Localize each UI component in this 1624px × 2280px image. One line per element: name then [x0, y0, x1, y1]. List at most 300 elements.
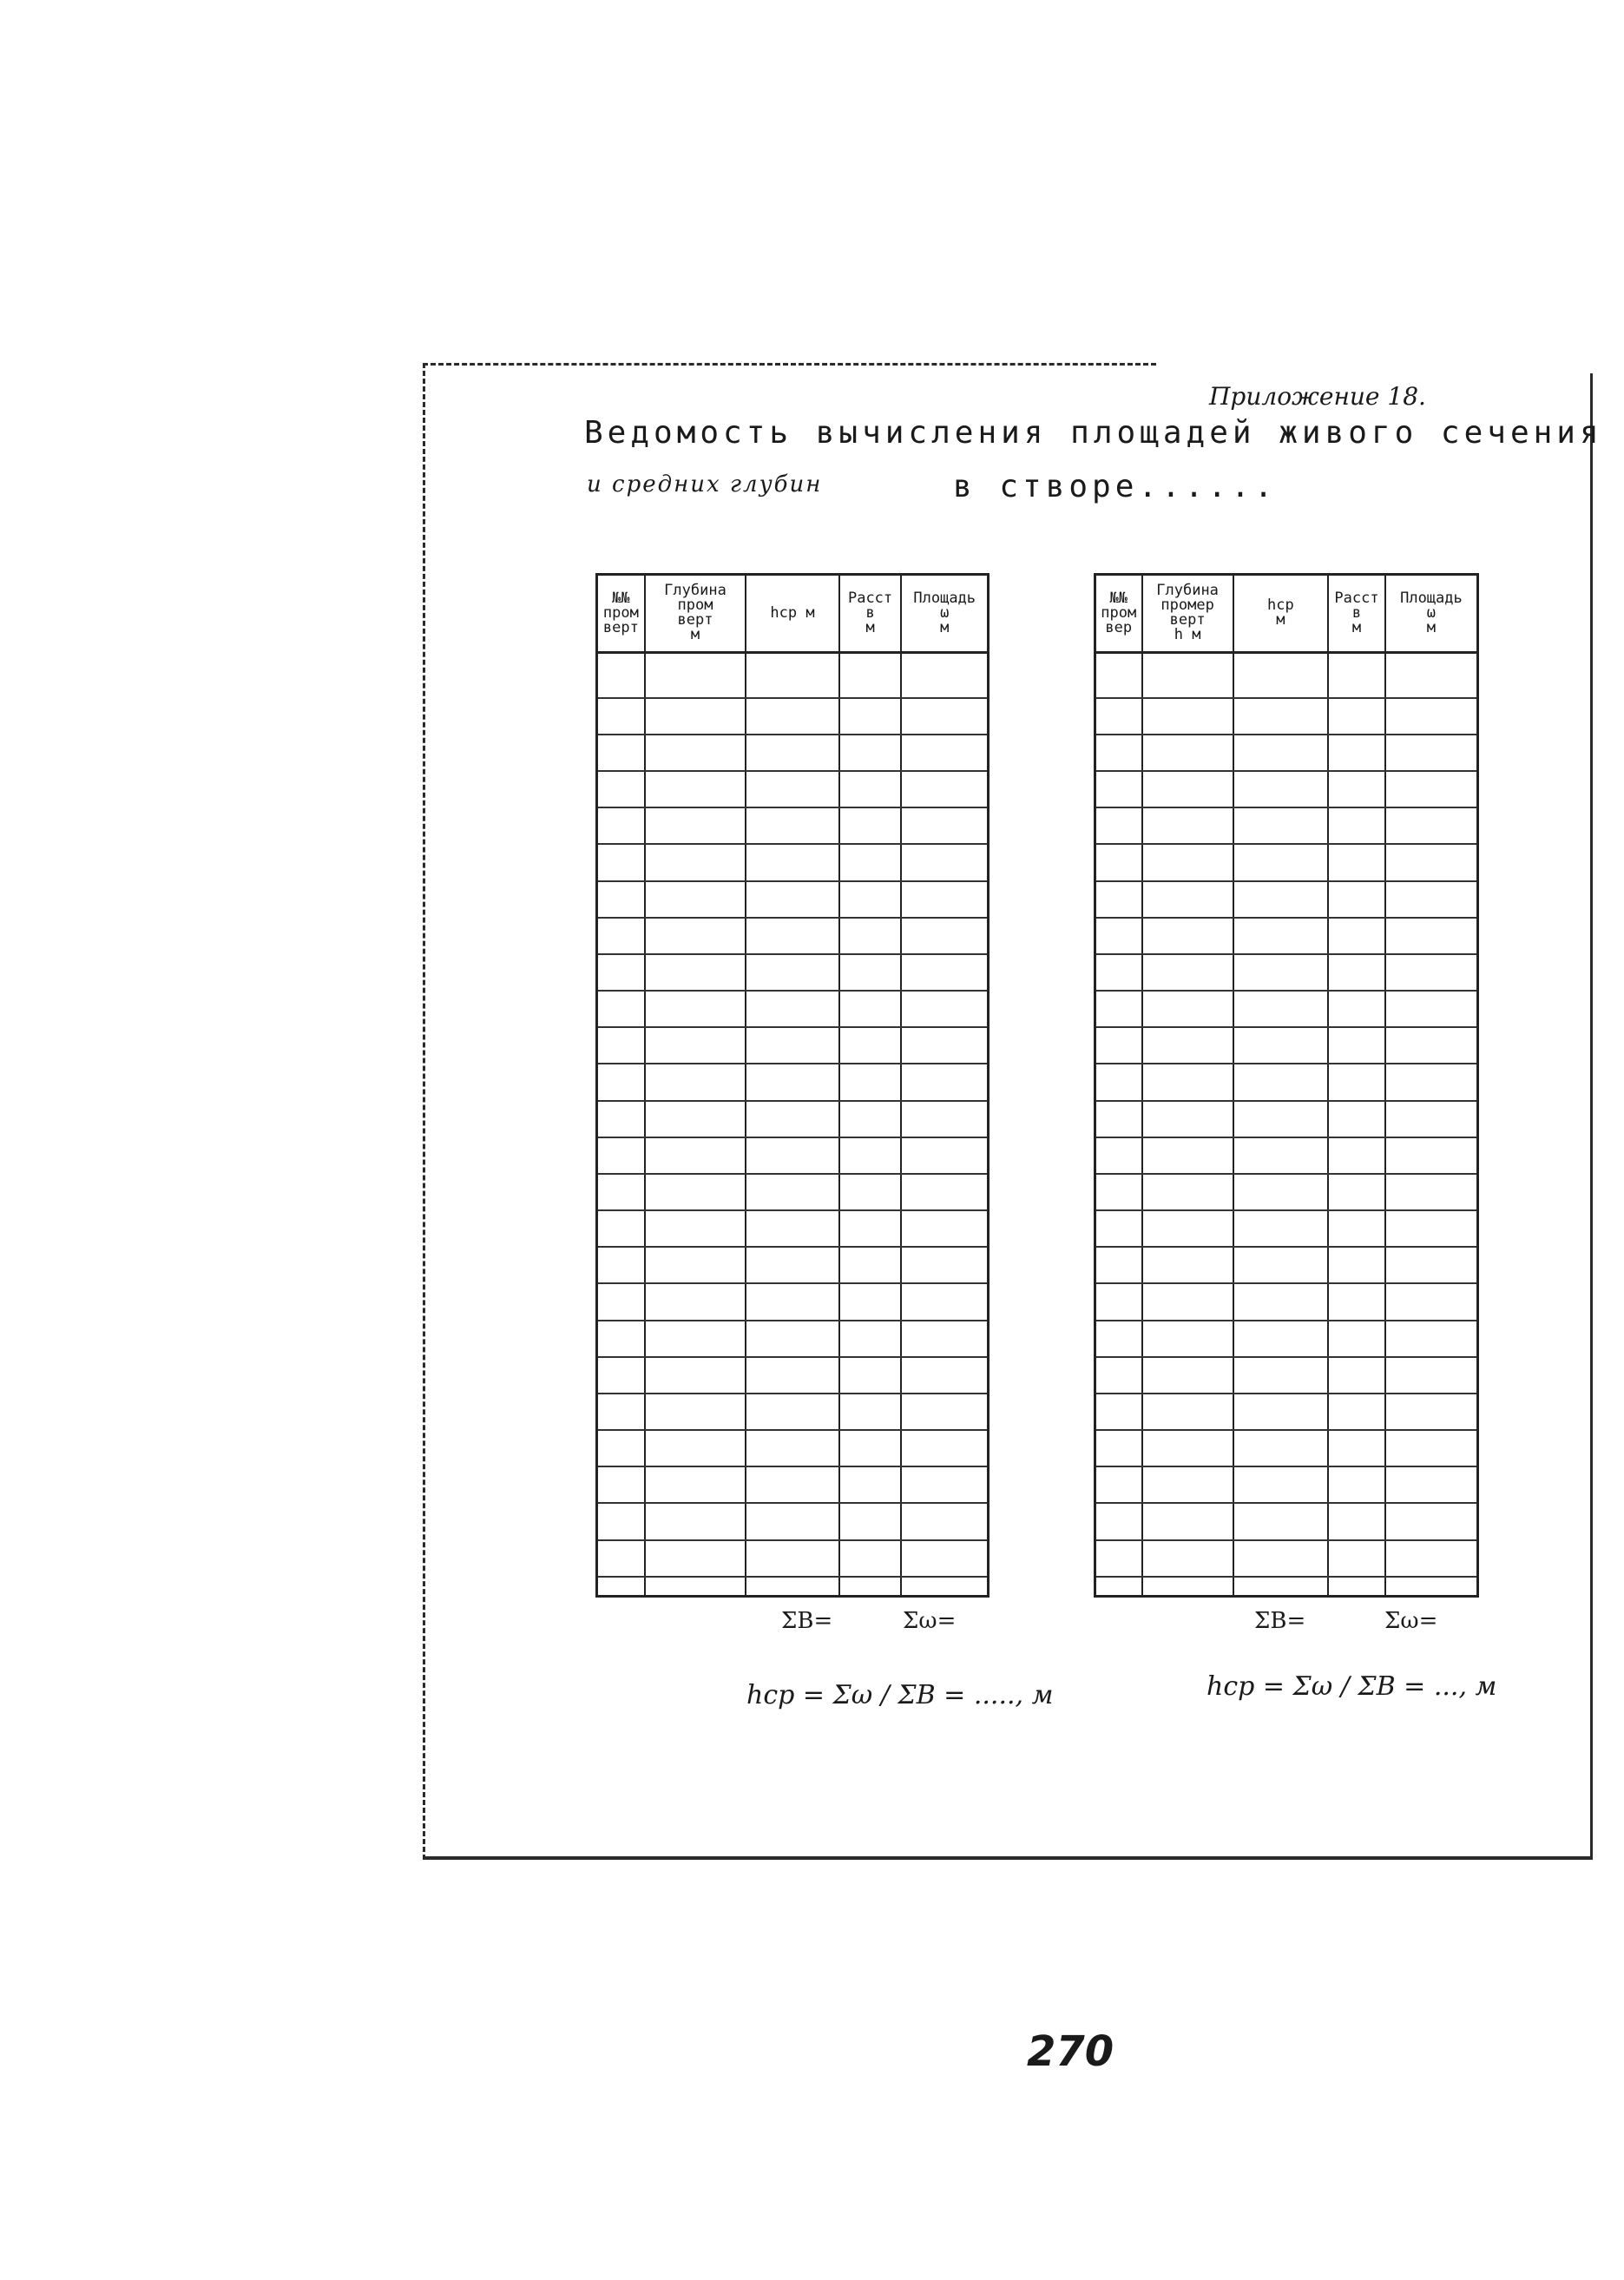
table-cell — [1328, 1174, 1385, 1210]
table-cell — [1328, 1027, 1385, 1064]
table-cell — [645, 1027, 746, 1064]
right-table-header-col-2 — [1142, 576, 1233, 652]
table-cell — [746, 991, 839, 1027]
table-cell — [1233, 1503, 1329, 1539]
table-cell — [746, 1174, 839, 1210]
right-table-header-text: Глубина — [1156, 582, 1219, 600]
table-cell — [598, 1247, 645, 1283]
table-cell — [598, 1466, 645, 1503]
table-cell — [598, 735, 645, 771]
table-cell — [1328, 1357, 1385, 1394]
table-cell — [598, 1137, 645, 1174]
table-row — [1096, 1321, 1476, 1357]
table-row — [1096, 1577, 1476, 1595]
right-table-header-text: Площадь — [1400, 589, 1463, 607]
left-table-header-col-4 — [839, 576, 902, 652]
table-row — [598, 1357, 987, 1394]
table-row — [598, 1210, 987, 1247]
table-cell — [1142, 1321, 1233, 1357]
right-table-header-text: №№ — [1109, 589, 1128, 607]
table-cell — [839, 1321, 902, 1357]
table-row — [1096, 1210, 1476, 1247]
table-row — [598, 771, 987, 807]
table-cell — [598, 1174, 645, 1210]
table-cell — [1385, 881, 1476, 918]
table-cell — [598, 1503, 645, 1539]
table-row — [598, 1466, 987, 1503]
table-cell — [598, 1394, 645, 1430]
table-row — [1096, 735, 1476, 771]
table-cell — [901, 918, 987, 954]
table-cell — [901, 881, 987, 918]
table-cell — [1233, 652, 1329, 698]
table-cell — [839, 1101, 902, 1137]
table-cell — [1233, 1540, 1329, 1577]
table-cell — [839, 1394, 902, 1430]
table-cell — [746, 735, 839, 771]
table-row — [1096, 1174, 1476, 1210]
table-cell — [645, 881, 746, 918]
right-table-grid — [1096, 576, 1476, 1595]
right-table-header-text: промер — [1160, 596, 1214, 615]
right-table-header-col-1 — [1096, 576, 1142, 652]
table-cell — [1328, 991, 1385, 1027]
table-cell — [1328, 807, 1385, 844]
table-cell — [1328, 1503, 1385, 1539]
table-cell — [1096, 807, 1142, 844]
table-cell — [1096, 1101, 1142, 1137]
table-cell — [1328, 1247, 1385, 1283]
table-cell — [1328, 1321, 1385, 1357]
table-cell — [645, 1101, 746, 1137]
table-cell — [1142, 1430, 1233, 1466]
table-cell — [1385, 1394, 1476, 1430]
table-cell — [746, 1394, 839, 1430]
table-row — [598, 1394, 987, 1430]
table-row — [1096, 652, 1476, 698]
table-row — [1096, 918, 1476, 954]
table-cell — [1385, 1357, 1476, 1394]
table-cell — [746, 807, 839, 844]
table-cell — [746, 1540, 839, 1577]
table-cell — [1233, 844, 1329, 880]
table-cell — [1328, 698, 1385, 735]
table-cell — [1096, 771, 1142, 807]
left-table-header-text: ω — [940, 603, 950, 622]
table-cell — [1096, 1027, 1142, 1064]
table-cell — [746, 1321, 839, 1357]
table-cell — [1328, 954, 1385, 991]
table-cell — [1096, 991, 1142, 1027]
table-cell — [1142, 1064, 1233, 1100]
table-row — [1096, 771, 1476, 807]
left-table-header-text: пром — [602, 603, 639, 622]
table-cell — [1142, 1503, 1233, 1539]
table-row — [1096, 1357, 1476, 1394]
table-cell — [645, 735, 746, 771]
table-row — [598, 881, 987, 918]
table-cell — [1233, 1466, 1329, 1503]
table-cell — [839, 652, 902, 698]
table-cell — [1096, 1357, 1142, 1394]
table-row — [598, 991, 987, 1027]
document-title: Ведомость вычисления площадей живого сечения — [584, 415, 1603, 451]
table-cell — [1328, 1540, 1385, 1577]
table-row — [598, 1577, 987, 1595]
table-cell — [839, 1430, 902, 1466]
table-cell — [901, 1247, 987, 1283]
table-cell — [839, 844, 902, 880]
table-cell — [901, 1466, 987, 1503]
table-cell — [1328, 652, 1385, 698]
table-cell — [1096, 1503, 1142, 1539]
table-cell — [1385, 1137, 1476, 1174]
table-cell — [1096, 844, 1142, 880]
table-cell — [1142, 771, 1233, 807]
table-cell — [1142, 1174, 1233, 1210]
table-cell — [746, 918, 839, 954]
table-cell — [839, 735, 902, 771]
table-cell — [746, 844, 839, 880]
table-cell — [1385, 1027, 1476, 1064]
table-cell — [1142, 1027, 1233, 1064]
table-cell — [1142, 1101, 1233, 1137]
right-table — [1094, 573, 1479, 1598]
table-cell — [1233, 1137, 1329, 1174]
table-cell — [598, 918, 645, 954]
table-cell — [645, 771, 746, 807]
table-cell — [746, 1357, 839, 1394]
table-cell — [746, 652, 839, 698]
table-cell — [1142, 1466, 1233, 1503]
table-cell — [901, 807, 987, 844]
table-row — [1096, 1137, 1476, 1174]
table-cell — [1385, 1540, 1476, 1577]
table-cell — [1233, 771, 1329, 807]
right-table-header-col-5 — [1385, 576, 1476, 652]
table-cell — [1096, 1466, 1142, 1503]
table-cell — [645, 954, 746, 991]
table-cell — [1385, 771, 1476, 807]
right-table-header-text: верт — [1169, 611, 1206, 629]
table-row — [1096, 1064, 1476, 1100]
left-table-header-text: Расст — [847, 589, 893, 607]
table-row — [1096, 1540, 1476, 1577]
table-cell — [839, 1503, 902, 1539]
table-cell — [1233, 881, 1329, 918]
table-cell — [645, 1283, 746, 1320]
table-cell — [645, 844, 746, 880]
table-cell — [645, 918, 746, 954]
table-cell — [839, 1577, 902, 1595]
table-cell — [1328, 771, 1385, 807]
table-row — [1096, 991, 1476, 1027]
table-cell — [598, 1577, 645, 1595]
table-cell — [645, 1064, 746, 1100]
table-cell — [1142, 1210, 1233, 1247]
table-cell — [746, 1210, 839, 1247]
left-table-header-text: Глубина — [664, 582, 727, 600]
table-cell — [1142, 991, 1233, 1027]
table-cell — [746, 1466, 839, 1503]
table-cell — [839, 881, 902, 918]
right-sum-b: ΣB= — [1254, 1608, 1306, 1634]
table-cell — [1096, 1064, 1142, 1100]
table-cell — [598, 698, 645, 735]
table-cell — [1233, 1247, 1329, 1283]
table-cell — [645, 1394, 746, 1430]
table-cell — [746, 954, 839, 991]
table-cell — [746, 1283, 839, 1320]
table-cell — [839, 991, 902, 1027]
table-cell — [1328, 918, 1385, 954]
table-cell — [645, 991, 746, 1027]
table-cell — [598, 954, 645, 991]
left-table — [595, 573, 990, 1598]
table-cell — [1233, 807, 1329, 844]
table-cell — [901, 1321, 987, 1357]
table-cell — [901, 1357, 987, 1394]
table-row — [1096, 1503, 1476, 1539]
table-cell — [1142, 1394, 1233, 1430]
table-cell — [901, 1540, 987, 1577]
table-cell — [839, 771, 902, 807]
table-cell — [645, 698, 746, 735]
table-cell — [1142, 1247, 1233, 1283]
right-table-header-text: вер — [1105, 618, 1133, 636]
table-cell — [645, 1540, 746, 1577]
table-cell — [901, 735, 987, 771]
table-cell — [1096, 735, 1142, 771]
table-row — [598, 1540, 987, 1577]
right-table-header-text: Расст — [1334, 589, 1379, 607]
table-cell — [598, 652, 645, 698]
table-cell — [901, 954, 987, 991]
table-cell — [1385, 1283, 1476, 1320]
table-cell — [1096, 1577, 1142, 1595]
table-cell — [645, 1210, 746, 1247]
table-cell — [1385, 735, 1476, 771]
table-cell — [839, 1174, 902, 1210]
left-table-header-text: м — [865, 618, 875, 636]
table-cell — [1142, 844, 1233, 880]
table-cell — [1233, 1321, 1329, 1357]
page-number: 270 — [1027, 2027, 1114, 2076]
table-cell — [598, 1210, 645, 1247]
table-cell — [746, 771, 839, 807]
table-cell — [746, 1064, 839, 1100]
table-cell — [598, 991, 645, 1027]
table-cell — [1385, 1247, 1476, 1283]
table-cell — [1385, 1321, 1476, 1357]
left-table-header-col-1 — [598, 576, 645, 652]
table-cell — [1233, 1064, 1329, 1100]
table-cell — [1328, 844, 1385, 880]
table-cell — [746, 698, 839, 735]
table-cell — [1096, 954, 1142, 991]
table-cell — [1385, 807, 1476, 844]
left-table-header-text: Площадь — [913, 589, 976, 607]
table-cell — [1328, 881, 1385, 918]
table-cell — [1096, 1430, 1142, 1466]
table-cell — [598, 771, 645, 807]
table-cell — [598, 1283, 645, 1320]
table-cell — [1328, 1101, 1385, 1137]
left-table-header-col-5 — [901, 576, 987, 652]
table-cell — [839, 1247, 902, 1283]
table-cell — [1096, 881, 1142, 918]
table-row — [598, 735, 987, 771]
table-cell — [1328, 1064, 1385, 1100]
table-cell — [645, 1321, 746, 1357]
table-cell — [645, 1466, 746, 1503]
table-cell — [1385, 991, 1476, 1027]
table-cell — [901, 1503, 987, 1539]
table-cell — [1385, 1430, 1476, 1466]
right-table-header-text: пром — [1101, 603, 1137, 622]
table-cell — [901, 1101, 987, 1137]
right-table-header-text: hср — [1267, 596, 1294, 615]
table-cell — [1142, 807, 1233, 844]
table-row — [1096, 954, 1476, 991]
table-cell — [901, 1210, 987, 1247]
right-table-header-text: м — [1351, 618, 1362, 636]
table-cell — [901, 1137, 987, 1174]
table-cell — [839, 1357, 902, 1394]
table-cell — [839, 1540, 902, 1577]
table-cell — [1096, 1137, 1142, 1174]
table-cell — [1096, 918, 1142, 954]
right-sum-omega: Σω= — [1384, 1608, 1438, 1634]
right-table-header-text: м — [1276, 611, 1285, 629]
table-cell — [645, 652, 746, 698]
table-cell — [1096, 1321, 1142, 1357]
table-cell — [839, 807, 902, 844]
table-cell — [645, 1137, 746, 1174]
table-cell — [1385, 1577, 1476, 1595]
table-cell — [1142, 652, 1233, 698]
table-cell — [1385, 844, 1476, 880]
table-row — [1096, 1466, 1476, 1503]
table-cell — [598, 844, 645, 880]
frame-right-border — [1590, 373, 1593, 1858]
table-cell — [1233, 735, 1329, 771]
table-cell — [1385, 918, 1476, 954]
table-row — [1096, 1101, 1476, 1137]
table-row — [1096, 1027, 1476, 1064]
table-cell — [1385, 1101, 1476, 1137]
table-cell — [839, 1137, 902, 1174]
table-cell — [1233, 1174, 1329, 1210]
table-cell — [1096, 1174, 1142, 1210]
left-sum-b: ΣB= — [781, 1608, 833, 1634]
table-cell — [645, 1430, 746, 1466]
right-table-header-text: в — [1351, 603, 1362, 622]
table-cell — [1142, 954, 1233, 991]
table-cell — [1328, 1394, 1385, 1430]
table-cell — [1385, 954, 1476, 991]
left-sum-omega: Σω= — [903, 1608, 957, 1634]
table-cell — [839, 1283, 902, 1320]
table-cell — [598, 1064, 645, 1100]
table-cell — [901, 991, 987, 1027]
table-cell — [1385, 1503, 1476, 1539]
table-cell — [839, 954, 902, 991]
table-row — [598, 954, 987, 991]
table-cell — [645, 1577, 746, 1595]
table-cell — [1096, 1283, 1142, 1320]
table-row — [598, 652, 987, 698]
table-cell — [746, 1027, 839, 1064]
table-cell — [746, 1577, 839, 1595]
table-cell — [1142, 735, 1233, 771]
table-cell — [901, 1064, 987, 1100]
left-table-header-text: в — [865, 603, 875, 622]
appendix-label: Приложение 18. — [1209, 382, 1426, 411]
table-cell — [746, 881, 839, 918]
table-cell — [839, 1027, 902, 1064]
table-cell — [1328, 1430, 1385, 1466]
left-table-header-text: верт — [677, 611, 713, 629]
table-cell — [901, 1394, 987, 1430]
table-row — [1096, 1247, 1476, 1283]
table-cell — [598, 1540, 645, 1577]
table-row — [1096, 1430, 1476, 1466]
table-cell — [901, 1430, 987, 1466]
table-cell — [598, 807, 645, 844]
left-table-header-text: верт — [602, 618, 639, 636]
table-row — [598, 1283, 987, 1320]
table-row — [1096, 1394, 1476, 1430]
table-row — [598, 1027, 987, 1064]
table-cell — [901, 771, 987, 807]
table-row — [1096, 807, 1476, 844]
table-cell — [1233, 1577, 1329, 1595]
table-cell — [1233, 918, 1329, 954]
left-table-header-text: №№ — [612, 589, 630, 607]
table-cell — [1233, 1430, 1329, 1466]
table-cell — [1328, 1137, 1385, 1174]
table-cell — [598, 1430, 645, 1466]
table-cell — [598, 1101, 645, 1137]
table-cell — [1142, 1540, 1233, 1577]
table-row — [598, 844, 987, 880]
table-row — [598, 1503, 987, 1539]
table-row — [598, 1064, 987, 1100]
table-cell — [1142, 1283, 1233, 1320]
table-cell — [598, 881, 645, 918]
left-table-grid — [598, 576, 987, 1595]
table-row — [1096, 881, 1476, 918]
table-cell — [1142, 881, 1233, 918]
table-cell — [1328, 1283, 1385, 1320]
table-cell — [1096, 1247, 1142, 1283]
table-cell — [1328, 1210, 1385, 1247]
table-row — [598, 698, 987, 735]
table-cell — [839, 918, 902, 954]
table-cell — [598, 1357, 645, 1394]
table-cell — [1096, 1210, 1142, 1247]
document-subtitle-location: в створе...... — [953, 469, 1278, 504]
table-cell — [1096, 698, 1142, 735]
table-row — [598, 1137, 987, 1174]
table-cell — [645, 1247, 746, 1283]
document-subtitle: и средних глубин — [587, 471, 823, 498]
left-table-header-text: hср м — [770, 603, 815, 622]
table-cell — [1328, 1466, 1385, 1503]
left-table-header-text: м — [940, 618, 950, 636]
table-cell — [1385, 1064, 1476, 1100]
